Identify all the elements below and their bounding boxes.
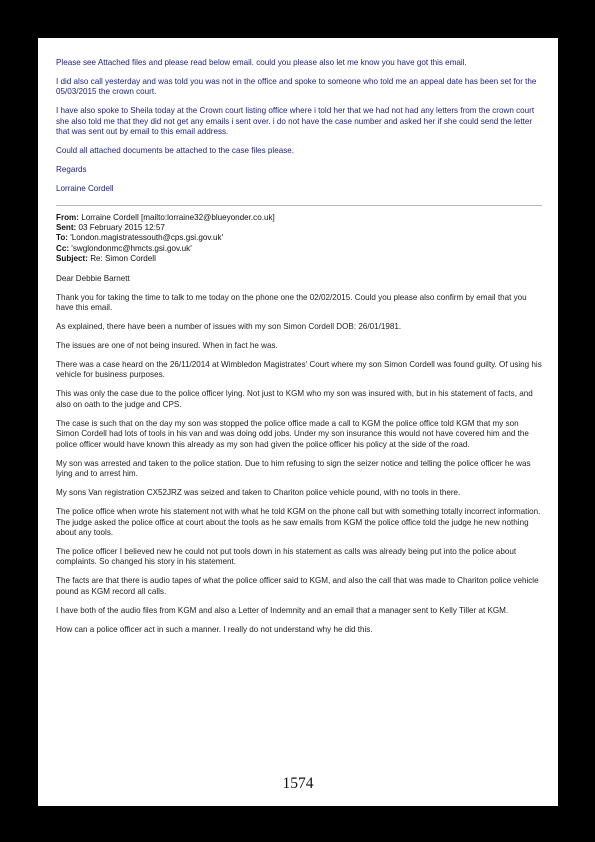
- top-paragraph: I have also spoke to Sheila today at the Crown court listing office where i told her that we had not had any letters from the crown court she also told me that they did not get any emails i sent over. i do not have the case number and asked her if she could send the letter that was sent out by email to this email address.: [56, 106, 535, 137]
- cc-value: 'swglondonmc@hmcts.gsi.gov.uk': [71, 243, 192, 253]
- to-value: 'London.magistratessouth@cps.gsi.gov.uk': [70, 233, 224, 243]
- page-number: 1574: [282, 775, 314, 792]
- body-paragraph: As explained, there have been a number of issues with my son Simon Cordell DOB: 26/01/1981.: [56, 322, 402, 332]
- to-line: [56, 233, 542, 243]
- sent-label: Sent:: [56, 223, 77, 233]
- top-paragraph: Regards: [56, 165, 87, 175]
- body-paragraph: The facts are that there is audio tapes of what the police officer said to KGM, and also the call that was made to Chariton police vehicle pound as KGM record all calls.: [56, 576, 539, 596]
- top-paragraph: I did also call yesterday and was told you was not in the office and spoke to someone who told me an appeal date has been set for the 05/03/2015 the crown court.: [56, 77, 537, 97]
- body-paragraph: My sons Van registration CX52JRZ was seized and taken to Chariton police vehicle pound, with no tools in there.: [56, 488, 461, 498]
- subject-value: Re: Simon Cordell: [90, 254, 156, 264]
- body-paragraph: This was only the case due to the police officer lying. Not just to KGM who my son was insured with, but in his statement of facts, and also on oath to the judge and CPS.: [56, 389, 533, 409]
- subject-label: Subject:: [56, 254, 88, 264]
- sent-line: [56, 223, 542, 233]
- to-label: To:: [56, 233, 68, 243]
- top-paragraph: Please see Attached files and please read below email. could you please also let me know you have got this email.: [56, 58, 467, 67]
- body-paragraph: How can a police officer act in such a manner. I really do not understand why he did this.: [56, 624, 373, 634]
- top-paragraph: Could all attached documents be attached to the case files please.: [56, 146, 295, 156]
- email-header: [56, 213, 542, 265]
- body-paragraph: The case is such that on the day my son was stopped the police office made a call to KGM the police office told KGM that my son Simon Cordell had lots of tools in his van and was doing odd jobs. Under my son insurance this would not have covered him and the police officer would have known this already as my son had given the police officer his policy at the side of the road.: [56, 418, 529, 449]
- top-signature: Lorraine Cordell: [56, 184, 114, 194]
- body-paragraph: Thank you for taking the time to talk to me today on the phone one the 02/02/2015. Could you please also confirm by email that you have this email.: [56, 292, 527, 313]
- from-label: From:: [56, 212, 79, 222]
- body-paragraph: There was a case heard on the 26/11/2014 at Wimbledon Magistrates' Court where my son Simon Cordell was found guilty. Of using his vehicle for business purposes.: [56, 360, 542, 380]
- body-paragraph: The police office when wrote his statement not with what he told KGM on the phone call but with something totally incorrect information. The judge asked the police office at court about the tools as he saw emails from KGM the police office told the judge he new nothing about any tools.: [56, 507, 541, 537]
- top-message: [56, 58, 542, 195]
- body-paragraph: The issues are one of not being insured. When in fact he was.: [56, 341, 278, 351]
- cc-label: Cc:: [56, 243, 70, 253]
- from-value: Lorraine Cordell [mailto:lorraine32@blueyonder.co.uk]: [81, 212, 275, 222]
- body-paragraph: My son was arrested and taken to the police station. Due to him refusing to sign the seizer notice and telling the police officer he was lying and to arrest him.: [56, 458, 531, 479]
- document-page: [38, 38, 558, 806]
- email-content: [56, 58, 542, 644]
- sent-value: 03 February 2015 12:57: [78, 223, 165, 233]
- body-paragraph: Dear Debbie Barnett: [56, 273, 130, 283]
- body-paragraph: The police officer I believed new he could not put tools down in his statement as calls was already being put into the police about complaints. So changed his story in his statement.: [56, 546, 517, 567]
- cc-line: [56, 244, 542, 254]
- subject-line: [56, 254, 542, 264]
- body-paragraph: I have both of the audio files from KGM and also a Letter of Indemnity and an email that a manager sent to Kelly Tiller at KGM.: [56, 605, 509, 615]
- email-body: [56, 274, 542, 635]
- from-line: [56, 213, 542, 223]
- divider: [56, 205, 542, 206]
